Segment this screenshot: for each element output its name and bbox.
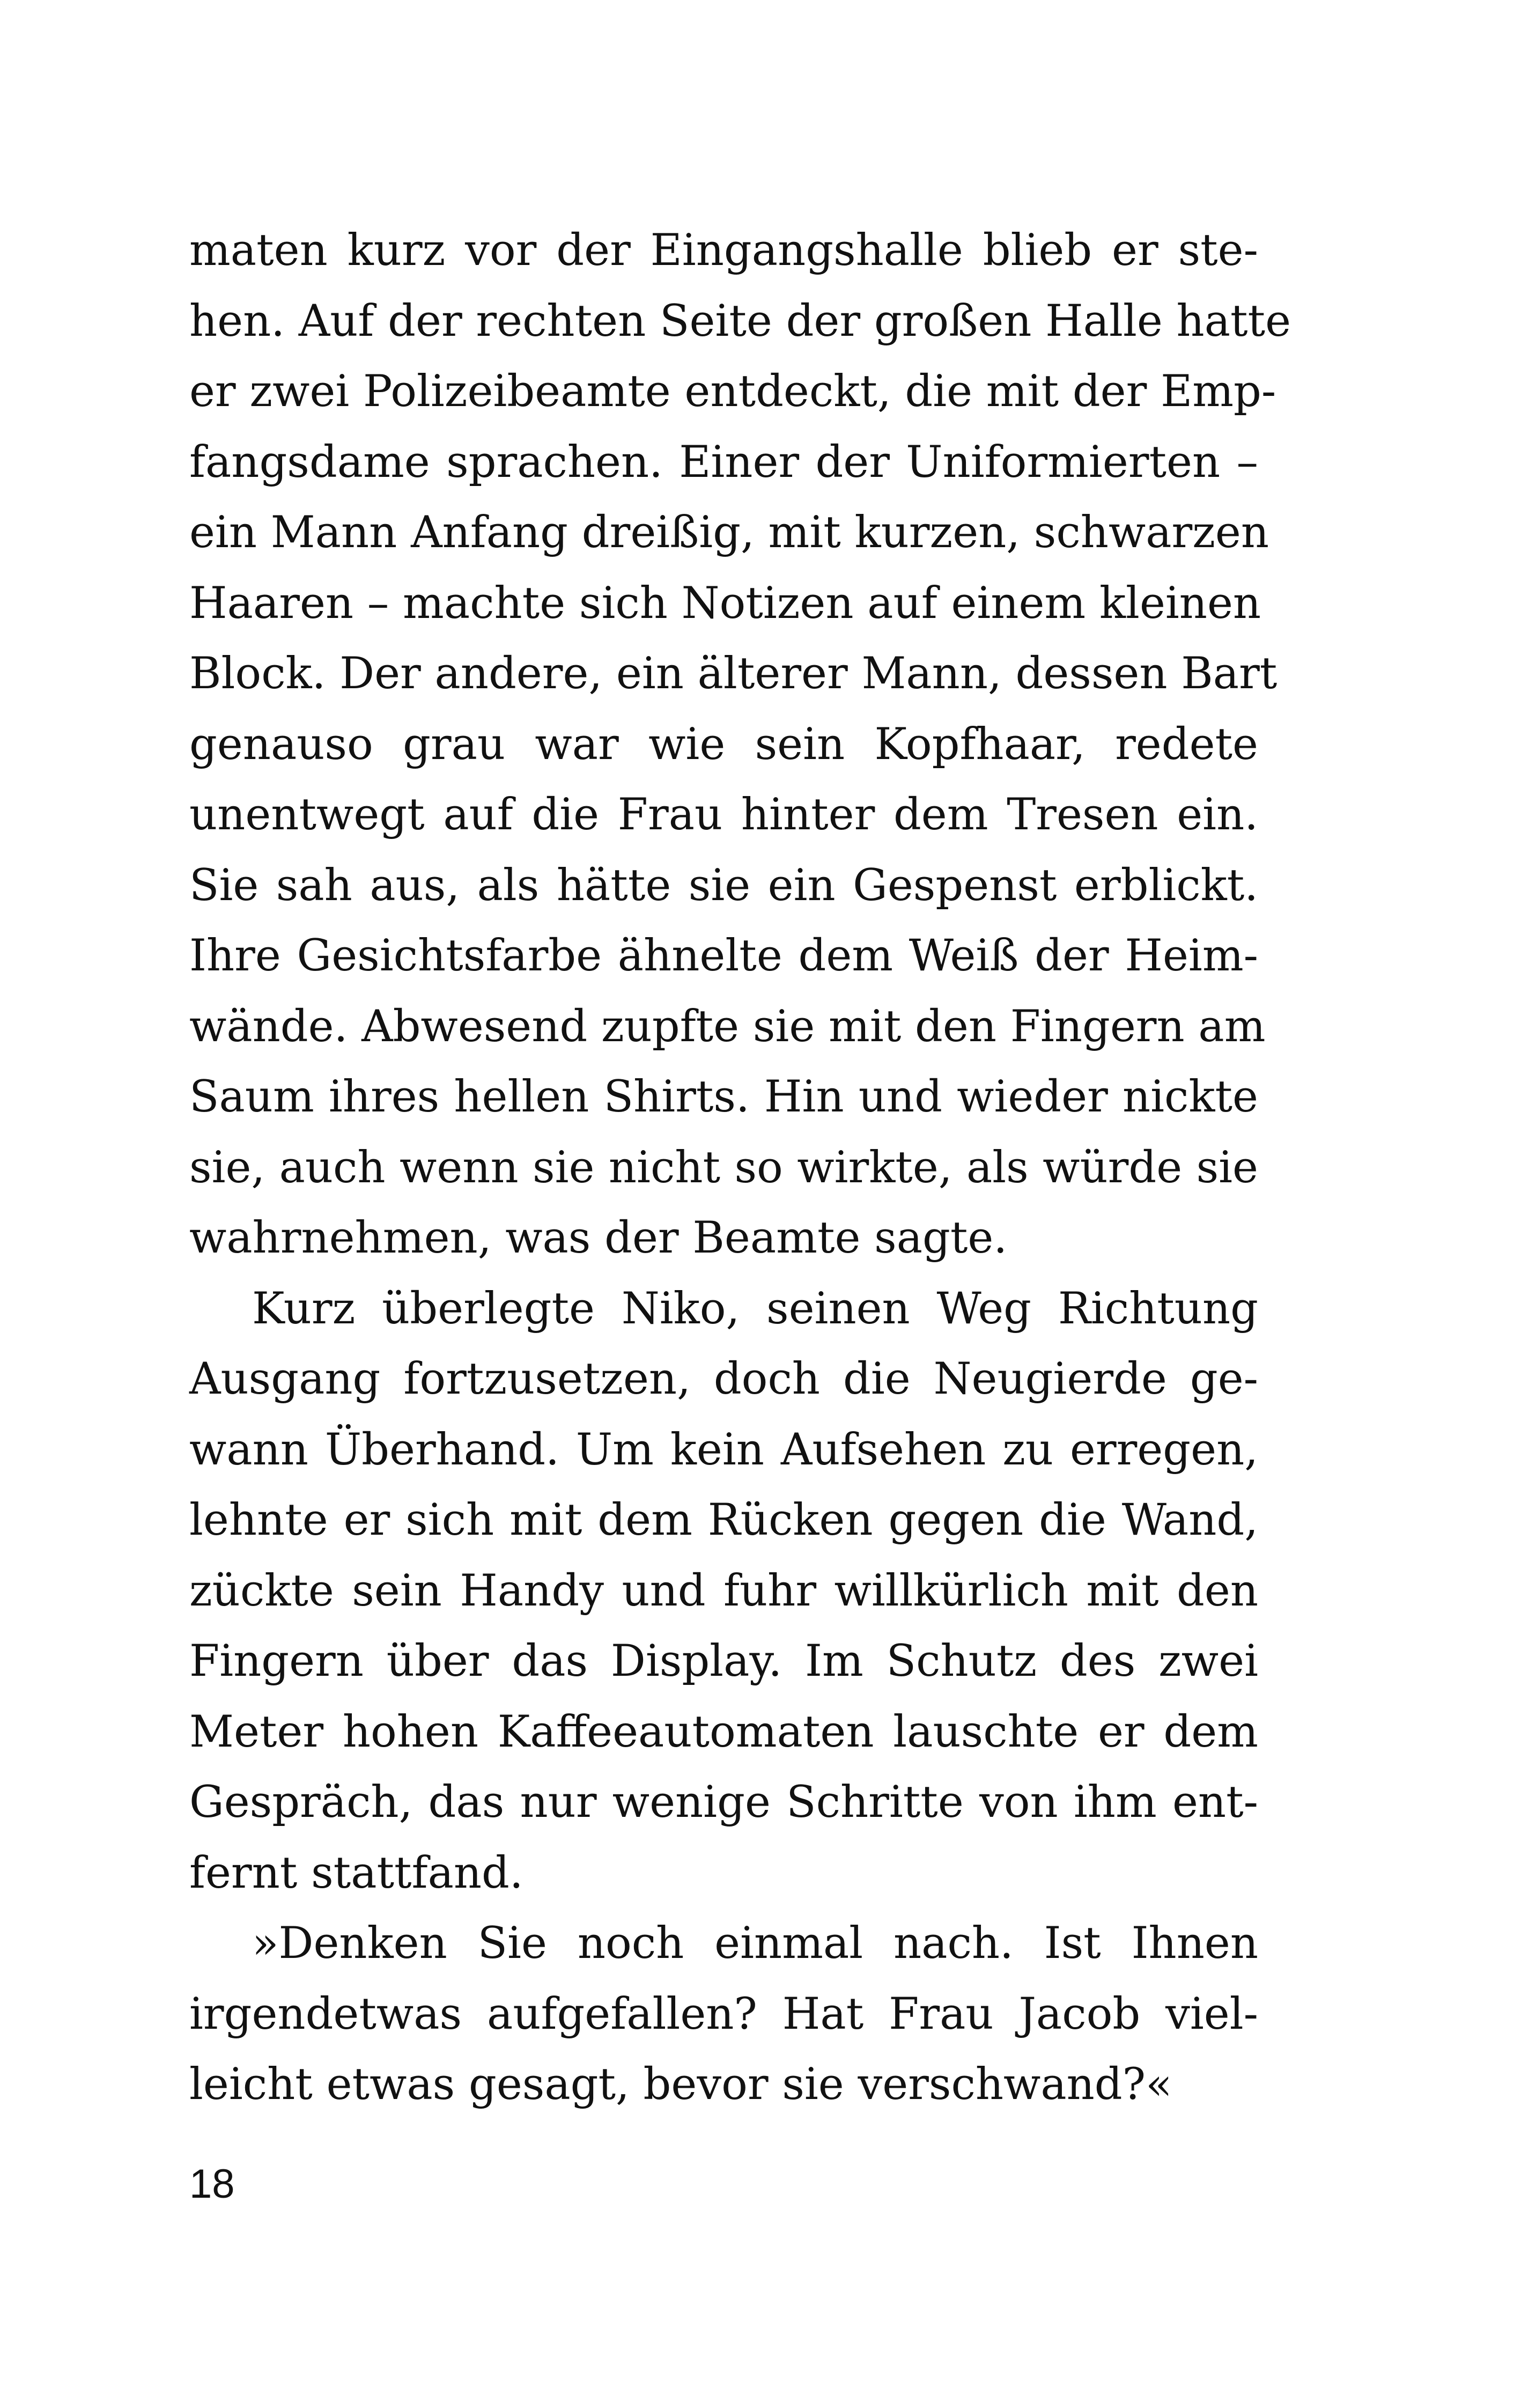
text-line: maten kurz vor der Eingangshalle blieb er ste-	[189, 225, 1258, 276]
text-line: »Denken Sie noch einmal nach. Ist Ihnen	[252, 1918, 1258, 1969]
text-line: wann Überhand. Um kein Aufsehen zu erregen,	[189, 1424, 1258, 1475]
text-line: genauso grau war wie sein Kopfhaar, redete	[189, 719, 1258, 770]
text-line: wahrnehmen, was der Beamte sagte.	[189, 1213, 1008, 1263]
text-line: hen. Auf der rechten Seite der großen Halle hatte	[189, 296, 1291, 347]
text-line: Ihre Gesichtsfarbe ähnelte dem Weiß der Heim-	[189, 931, 1258, 981]
text-line: er zwei Polizeibeamte entdeckt, die mit der Emp-	[189, 366, 1276, 417]
text-line: zückte sein Handy und fuhr willkürlich mit den	[189, 1565, 1258, 1616]
text-line: lehnte er sich mit dem Rücken gegen die Wand,	[189, 1495, 1258, 1545]
body-text	[189, 216, 1291, 2120]
text-line: Fingern über das Display. Im Schutz des zwei	[189, 1636, 1258, 1687]
page-number: 18	[189, 2161, 235, 2207]
paragraph-2	[189, 1274, 1258, 1909]
text-line: Saum ihres hellen Shirts. Hin und wieder nickte	[189, 1072, 1258, 1122]
paragraph-3	[189, 1909, 1258, 2120]
text-line: Kurz überlegte Niko, seinen Weg Richtung	[252, 1283, 1258, 1334]
text-line: leicht etwas gesagt, bevor sie verschwand?«	[189, 2059, 1172, 2110]
text-line: Haaren – machte sich Notizen auf einem kleinen	[189, 578, 1261, 629]
text-line: fernt stattfand.	[189, 1847, 523, 1898]
text-line: unentwegt auf die Frau hinter dem Tresen ein.	[189, 790, 1258, 840]
text-line: Ausgang fortzusetzen, doch die Neugierde ge-	[189, 1354, 1258, 1404]
text-line: Gespräch, das nur wenige Schritte von ihm ent-	[189, 1777, 1258, 1828]
text-line: fangsdame sprachen. Einer der Uniformierten –	[189, 437, 1258, 488]
text-line: Sie sah aus, als hätte sie ein Gespenst erblickt.	[189, 860, 1258, 911]
paragraph-1	[189, 216, 1291, 1274]
text-line: Block. Der andere, ein älterer Mann, dessen Bart	[189, 649, 1278, 699]
text-line: irgendetwas aufgefallen? Hat Frau Jacob viel-	[189, 1989, 1258, 2039]
text-line: Meter hohen Kaffeeautomaten lauschte er dem	[189, 1706, 1258, 1757]
text-line: sie, auch wenn sie nicht so wirkte, als würde sie	[189, 1142, 1258, 1193]
text-line: ein Mann Anfang dreißig, mit kurzen, schwarzen	[189, 507, 1269, 558]
text-line: wände. Abwesend zupfte sie mit den Fingern am	[189, 1001, 1266, 1052]
